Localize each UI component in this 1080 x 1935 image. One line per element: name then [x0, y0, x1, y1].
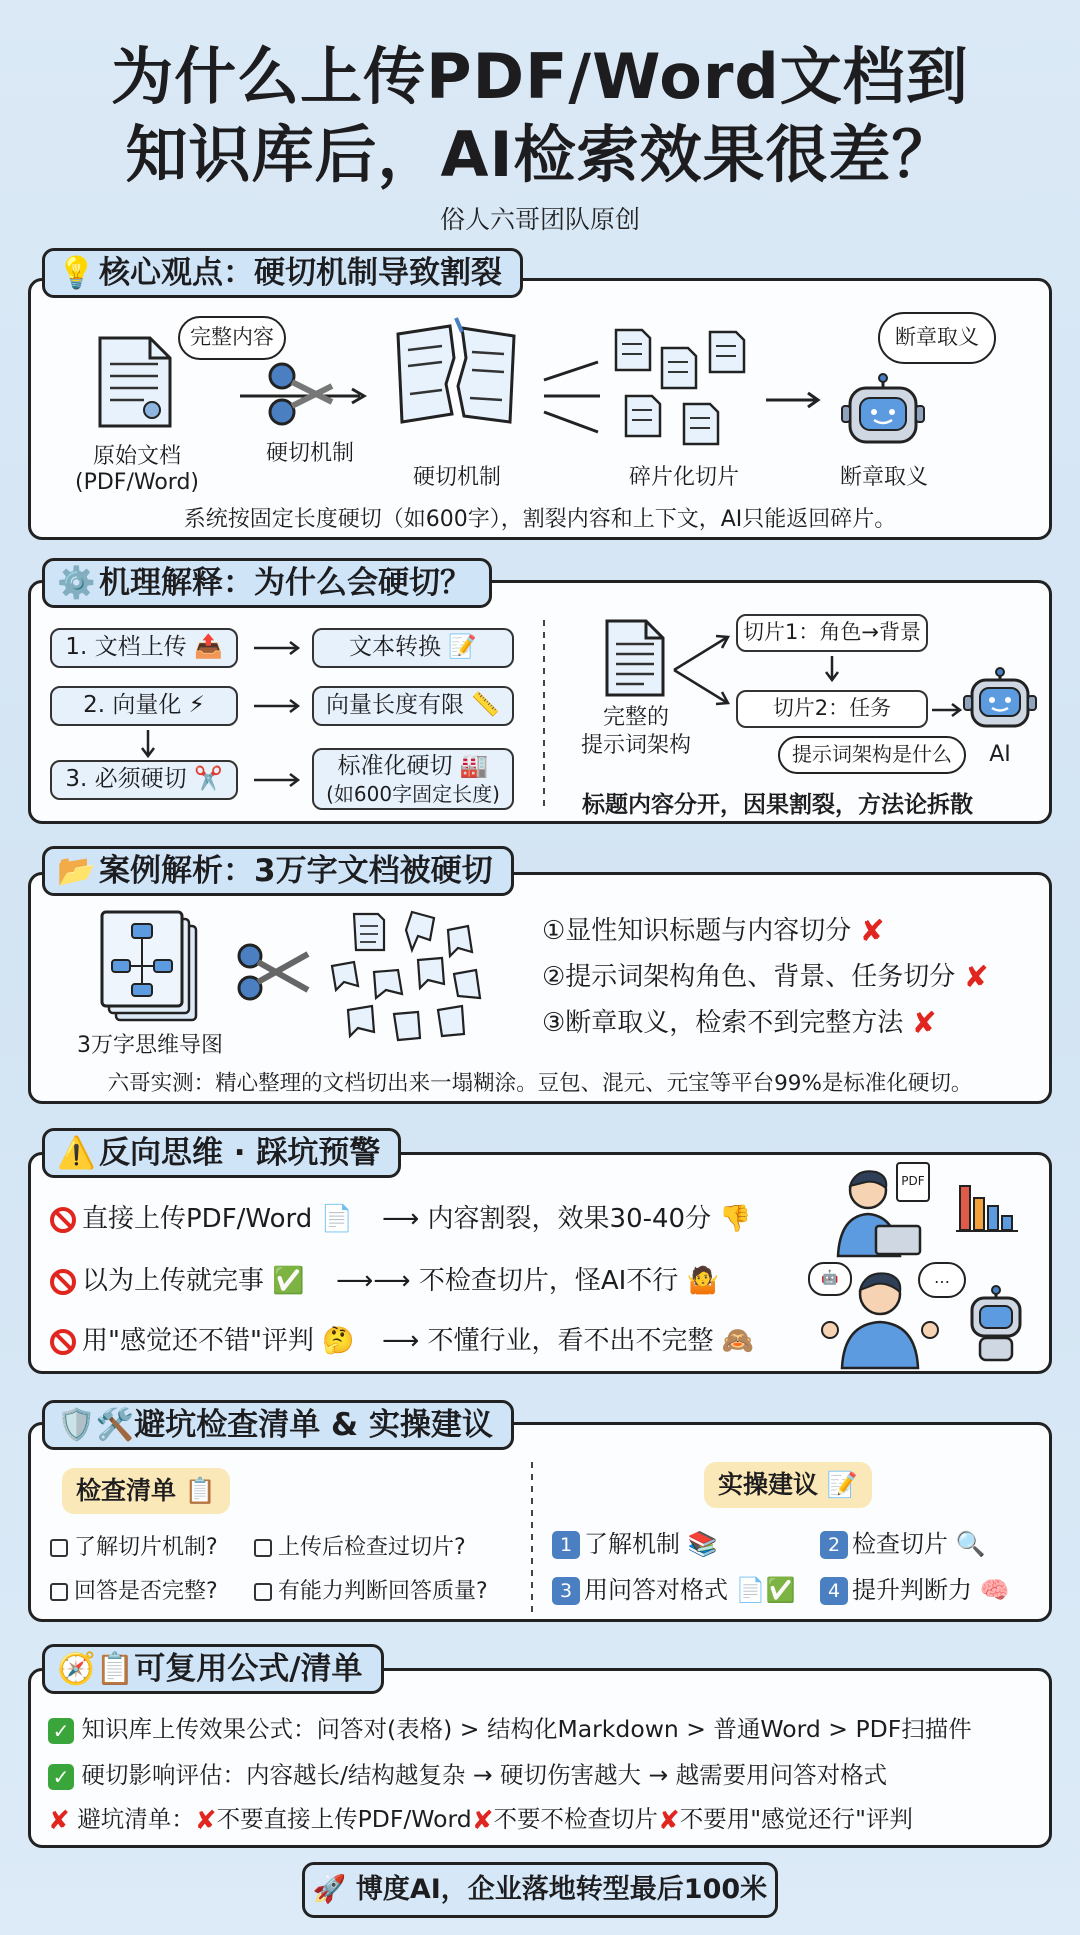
- result-standard-cut: [312, 748, 514, 810]
- number-badge: 2: [820, 1531, 848, 1559]
- advice-item-4: [820, 1570, 1010, 1605]
- formula-line-2: [48, 1756, 887, 1790]
- formula-line-1: [48, 1710, 972, 1744]
- down-arrow: [138, 728, 158, 758]
- pdf-file-icon: [896, 1162, 930, 1202]
- ban-icon: [50, 1329, 76, 1355]
- full-content-bubble: [178, 316, 286, 360]
- warning-row-3-right-text: 不懂行业，看不出不完整 🙈: [427, 1326, 755, 1356]
- warning-row-2-right-text: 不检查切片，怪AI不行 🤷: [418, 1266, 719, 1296]
- warning-row-2-right: [336, 1260, 719, 1297]
- formula-tab-label: 🧭📋可复用公式/清单: [57, 1651, 363, 1687]
- slice-down-arrow: [822, 654, 842, 684]
- check-item-3-text: 回答是否完整?: [74, 1579, 218, 1604]
- footer-banner: [302, 1862, 778, 1918]
- red-x-icon: ✘: [48, 1805, 70, 1836]
- split-arrows: [672, 628, 734, 712]
- document-icon: [96, 334, 174, 430]
- case-point-1: [542, 910, 885, 949]
- formula-line-3: [48, 1800, 913, 1836]
- prompt-doc-icon: [604, 618, 666, 698]
- number-badge: 3: [552, 1577, 580, 1605]
- check-icon: ✓: [48, 1764, 74, 1790]
- fragments-icon: [612, 326, 752, 448]
- result-standard-cut-title: 标准化硬切 🏭: [337, 753, 489, 779]
- result-text-convert: 文本转换 📝: [312, 628, 514, 668]
- red-x-icon: ✘: [911, 1006, 937, 1041]
- divider: [542, 620, 546, 812]
- mechanism-summary: 标题内容分开，因果割裂，方法论拆散: [582, 792, 973, 818]
- formula-line-1-text: 知识库上传效果公式：问答对(表格) > 结构化Markdown > 普通Word > PDF扫描件: [81, 1715, 972, 1743]
- check-item-1-text: 了解切片机制?: [74, 1535, 218, 1560]
- shredded-pieces-icon: [328, 910, 488, 1050]
- page-title: [0, 38, 1080, 194]
- prompt-doc-label: [566, 704, 706, 760]
- step-upload: 1. 文档上传 📤: [50, 628, 238, 668]
- warning-row-1-left: [50, 1198, 353, 1235]
- step-must-cut: 3. 必须硬切 ✂️: [50, 760, 238, 800]
- prompt-bubble: [778, 736, 966, 774]
- ban-icon: [50, 1207, 76, 1233]
- check-item-1: [50, 1530, 218, 1561]
- check-item-4: [254, 1574, 488, 1605]
- arrow-icon: ⟶: [382, 1326, 428, 1356]
- title-line-2: 知识库后，AI检索效果很差？: [125, 118, 955, 191]
- core-tab-label: 核心观点：硬切机制导致割裂: [99, 255, 502, 291]
- case-tab-label: 案例解析：3万字文档被硬切: [99, 853, 493, 889]
- robot-thought-bubble: [878, 312, 996, 364]
- original-doc-title: 原始文档: [92, 444, 181, 469]
- red-x-icon: ✘: [657, 1805, 680, 1836]
- ban-icon: [50, 1269, 76, 1295]
- case-point-1-text: ①显性知识标题与内容切分: [542, 916, 852, 946]
- formula-line-3-item-2: 不要不检查切片: [493, 1805, 658, 1833]
- checklist-tab: [42, 1400, 514, 1450]
- advice-item-3: [552, 1570, 795, 1605]
- arrow-to-robot: [764, 390, 824, 410]
- mindmap-label: 3万字思维导图: [77, 1033, 223, 1058]
- scissors-label: 硬切机制: [265, 441, 354, 466]
- formula-line-3-item-1: 不要直接上传PDF/Word: [216, 1805, 472, 1833]
- step-arrows: [240, 628, 310, 808]
- check-item-2: [254, 1530, 466, 1561]
- check-item-2-text: 上传后检查过切片?: [278, 1535, 466, 1560]
- long-arrow-icon: ⟶⟶: [336, 1266, 419, 1296]
- prompt-bubble-text: 提示词架构是什么: [792, 742, 952, 766]
- advice-item-3-text: 用问答对格式 📄✅: [584, 1576, 796, 1604]
- warning-tab: [42, 1128, 401, 1178]
- original-doc-sub: (PDF/Word): [75, 470, 199, 495]
- checkbox[interactable]: [254, 1539, 272, 1557]
- slice-1: 切片1：角色→背景: [736, 614, 928, 652]
- number-badge: 1: [552, 1531, 580, 1559]
- torn-document-icon: [392, 318, 522, 446]
- result-standard-cut-sub: (如600字固定长度): [326, 782, 500, 806]
- robot-icon: [842, 374, 924, 452]
- formula-line-3-item-3: 不要用"感觉还行"评判: [679, 1805, 913, 1833]
- result-vector-limit: 向量长度有限 📏: [312, 686, 514, 726]
- advice-item-1-text: 了解机制 📚: [584, 1530, 718, 1558]
- robot-label: 断章取义: [839, 465, 928, 490]
- check-title-chip: 检查清单 📋: [62, 1468, 230, 1514]
- formula-line-2-text: 硬切影响评估：内容越长/结构越复杂 → 硬切伤害越大 → 越需要用问答对格式: [81, 1761, 888, 1789]
- case-point-2: [542, 956, 989, 995]
- checkbox[interactable]: [254, 1583, 272, 1601]
- slice-2: 切片2：任务: [736, 690, 928, 728]
- red-x-icon: ✘: [194, 1805, 217, 1836]
- mindmap-doc-icon: [102, 912, 200, 1022]
- case-point-2-text: ②提示词架构角色、背景、任务切分: [542, 962, 956, 992]
- pdf-tag: PDF: [901, 1174, 925, 1188]
- lightbulb-icon: 💡: [57, 255, 96, 291]
- case-point-3: [542, 1002, 937, 1041]
- advice-item-1: [552, 1524, 718, 1559]
- chat-bubble-icon: 🤖: [808, 1262, 852, 1296]
- arrow-icon: ⟶: [382, 1204, 428, 1234]
- step-vectorize: 2. 向量化 ⚡: [50, 686, 238, 726]
- case-scissors-icon: [236, 940, 312, 1004]
- full-content-bubble-text: 完整内容: [190, 325, 274, 349]
- warning-row-1-right-text: 内容割裂，效果30-40分 👎: [427, 1204, 752, 1234]
- ai-label: AI: [989, 742, 1011, 767]
- chat-bubble-icon: …: [918, 1262, 966, 1298]
- advice-title-chip: 实操建议 📝: [704, 1462, 872, 1508]
- check-icon: ✓: [48, 1718, 74, 1744]
- prompt-doc-label-1: 完整的: [602, 705, 669, 730]
- slice-to-ai-arrow: [930, 700, 966, 720]
- warning-row-3-right: [382, 1320, 754, 1357]
- advice-item-4-text: 提升判断力 🧠: [852, 1576, 1010, 1604]
- scissors-icon: [240, 356, 370, 426]
- warning-row-3-left-text: 用"感觉还不错"评判 🤔: [82, 1326, 355, 1356]
- subtitle: 俗人六哥团队原创: [439, 205, 640, 234]
- checkbox[interactable]: [50, 1583, 68, 1601]
- warning-row-2-left: [50, 1260, 305, 1297]
- warning-row-1-right: [382, 1198, 752, 1235]
- bar-chart-icon: [956, 1176, 1022, 1234]
- case-tab: [42, 846, 514, 896]
- small-robot-icon: [966, 1286, 1026, 1362]
- footer-text: 🚀 博度AI，企业落地转型最后100米: [312, 1874, 768, 1905]
- formula-tab: [42, 1644, 384, 1694]
- gear-icon: ⚙️: [57, 565, 96, 601]
- warning-row-1-left-text: 直接上传PDF/Word 📄: [82, 1204, 353, 1234]
- warning-row-3-left: [50, 1320, 355, 1357]
- formula-line-3-lead: 避坑清单：: [77, 1805, 195, 1833]
- check-item-4-text: 有能力判断回答质量?: [278, 1579, 488, 1604]
- core-summary: 系统按固定长度硬切（如600字），割裂内容和上下文，AI只能返回碎片。: [183, 507, 897, 532]
- warning-row-2-left-text: 以为上传就完事 ✅: [82, 1266, 305, 1296]
- number-badge: 4: [820, 1577, 848, 1605]
- mechanism-tab: [42, 558, 492, 608]
- robot-ai-icon: [964, 668, 1036, 736]
- advice-item-2-text: 检查切片 🔍: [852, 1530, 986, 1558]
- fragments-label: 碎片化切片: [628, 465, 739, 490]
- mechanism-tab-label: 机理解释：为什么会硬切？: [99, 565, 471, 601]
- original-doc-label: [62, 444, 212, 496]
- check-item-3: [50, 1574, 218, 1605]
- red-x-icon: ✘: [859, 914, 885, 949]
- red-x-icon: ✘: [963, 960, 989, 995]
- fan-arrows: [540, 350, 610, 440]
- title-line-1: 为什么上传PDF/Word文档到: [111, 40, 969, 113]
- warning-icon: ⚠️: [57, 1135, 96, 1171]
- case-note: 六哥实测：精心整理的文档切出来一塌糊涂。豆包、混元、元宝等平台99%是标准化硬切。: [107, 1071, 973, 1096]
- checklist-tab-label: 🛡️🛠️避坑检查清单 & 实操建议: [57, 1407, 493, 1443]
- checklist-divider: [530, 1462, 534, 1612]
- core-tab: [42, 248, 523, 298]
- case-point-3-text: ③断章取义，检索不到完整方法: [542, 1008, 904, 1038]
- warning-tab-label: 反向思维 · 踩坑预警: [99, 1135, 381, 1171]
- checkbox[interactable]: [50, 1539, 68, 1557]
- prompt-doc-label-2: 提示词架构: [580, 733, 691, 758]
- red-x-icon: ✘: [471, 1805, 494, 1836]
- folder-icon: 📂: [57, 853, 96, 889]
- torn-label: 硬切机制: [412, 465, 501, 490]
- advice-item-2: [820, 1524, 986, 1559]
- robot-thought-text: 断章取义: [895, 325, 979, 349]
